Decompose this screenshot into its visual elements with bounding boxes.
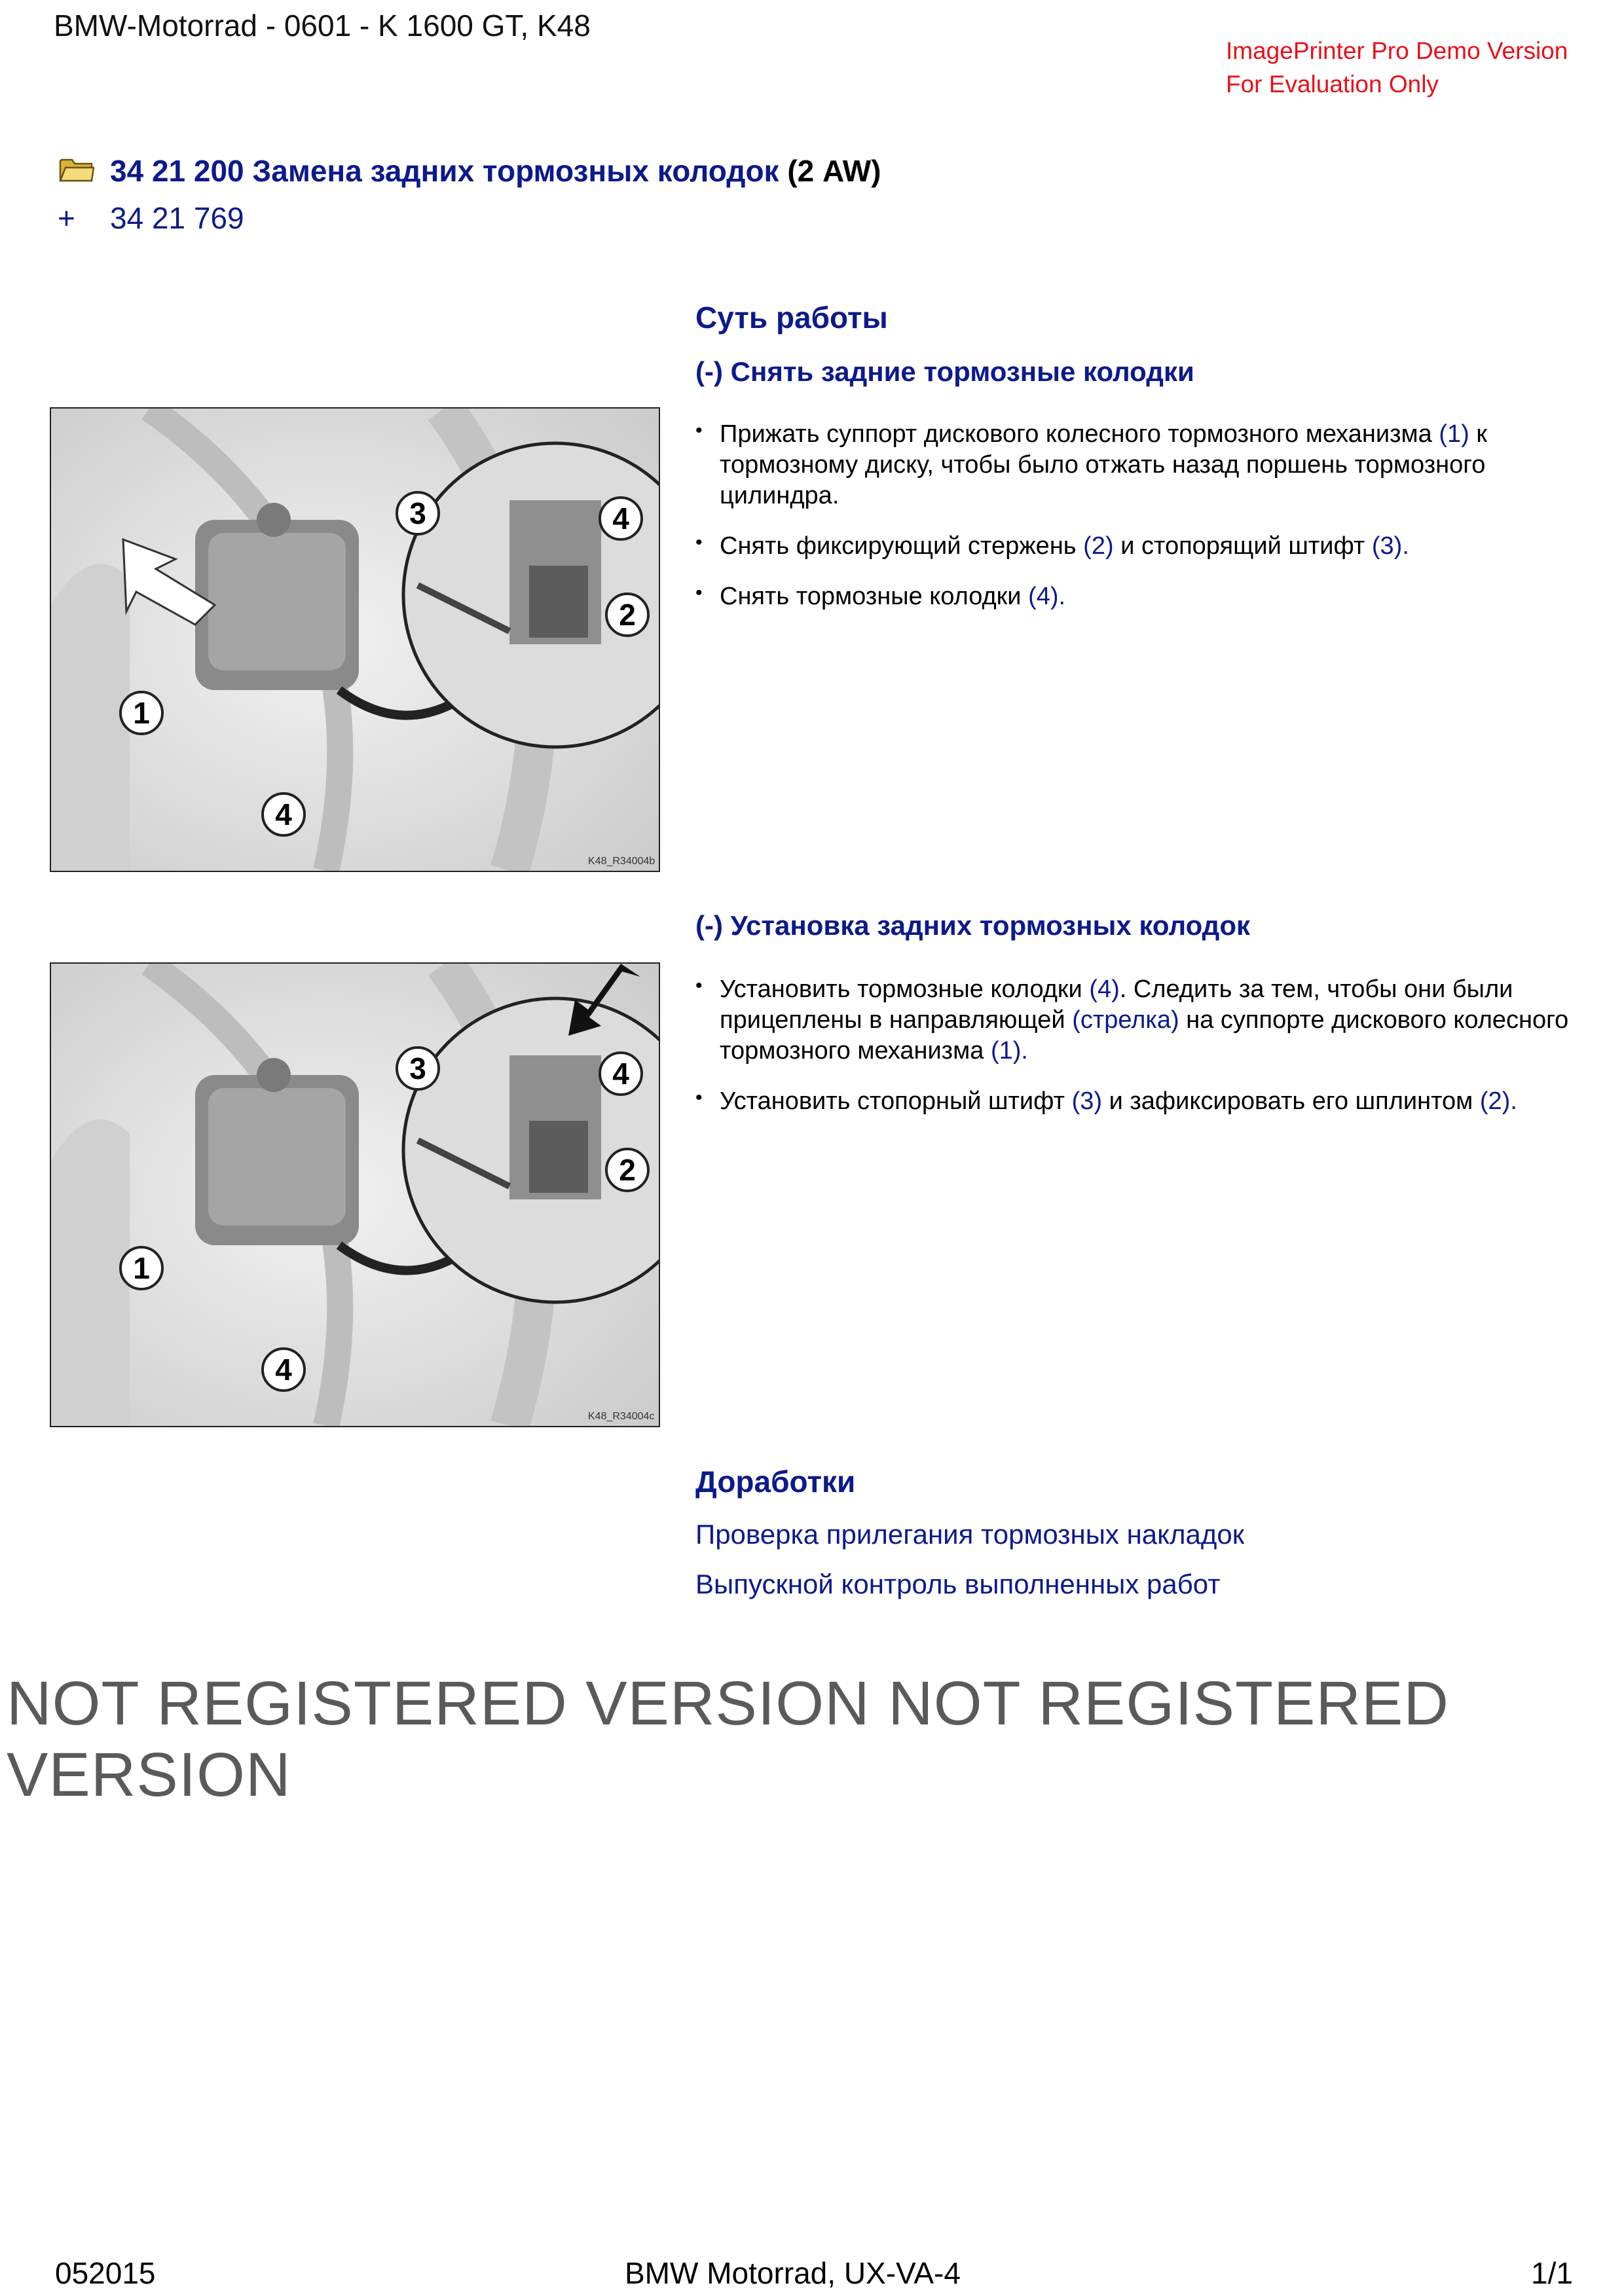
demo-notice bbox=[1226, 34, 1568, 101]
brake-caliper-illustration bbox=[51, 409, 659, 871]
section-title-followup: Доработки bbox=[695, 1465, 856, 1499]
remove-step-3: • Снять тормозные колодки (4). bbox=[695, 581, 1593, 612]
operation-code-title[interactable]: 34 21 200 Замена задних тормозных колодок bbox=[110, 154, 779, 188]
remove-step-1: • Прижать суппорт дискового колесного тормозного механизма (1) к тормозному диску, чтобы было отжать назад поршень тормозного цилиндра. bbox=[695, 419, 1593, 511]
figure-install-pads bbox=[50, 962, 660, 1427]
followup-link-final-check[interactable]: Выпускной контроль выполненных работ bbox=[695, 1569, 1221, 1599]
remove-step-2: • Снять фиксирующий стержень (2) и стопорящий штифт (3). bbox=[695, 531, 1593, 562]
brake-caliper-illustration-install bbox=[51, 964, 659, 1426]
install-steps-list bbox=[695, 974, 1593, 1137]
followup-link-pad-contact[interactable]: Проверка прилегания тормозных накладок bbox=[695, 1519, 1245, 1550]
install-step-2: • Установить стопорный штифт (3) и зафиксировать его шплинтом (2). bbox=[695, 1086, 1593, 1117]
section-title-essence: Суть работы bbox=[695, 301, 888, 335]
related-operation-link[interactable]: 34 21 769 bbox=[110, 201, 244, 235]
callout-1-label: 1 bbox=[133, 1251, 150, 1285]
expand-plus-icon[interactable]: + bbox=[58, 201, 75, 235]
unregistered-watermark: NOT REGISTERED VERSION NOT REGISTERED VERSION bbox=[7, 1669, 1449, 1810]
footer-page-number: 1/1 bbox=[1531, 2256, 1573, 2290]
callout-3-label: 3 bbox=[409, 496, 426, 530]
document-header-title: BMW-Motorrad - 0601 - K 1600 GT, K48 bbox=[54, 9, 591, 43]
callout-2-label: 2 bbox=[619, 1153, 636, 1187]
demo-notice-line1: ImagePrinter Pro Demo Version bbox=[1226, 37, 1568, 64]
footer-source: BMW Motorrad, UX-VA-4 bbox=[625, 2256, 961, 2290]
demo-notice-line2: For Evaluation Only bbox=[1226, 71, 1439, 98]
callout-1-label: 1 bbox=[133, 696, 150, 730]
callout-4b-label: 4 bbox=[275, 797, 292, 831]
figure-code-label: K48_R34004c bbox=[588, 1411, 655, 1422]
operation-title[interactable] bbox=[110, 153, 881, 189]
subsection-title-remove: (-) Снять задние тормозные колодки bbox=[695, 356, 1194, 387]
callout-4a-label: 4 bbox=[612, 501, 629, 536]
remove-steps-list bbox=[695, 419, 1593, 632]
callout-3-label: 3 bbox=[409, 1051, 426, 1085]
subsection-title-install: (-) Установка задних тормозных колодок bbox=[695, 910, 1251, 941]
figure-code-label: K48_R34004b bbox=[588, 856, 655, 867]
folder-icon bbox=[59, 156, 94, 182]
figure-remove-pads bbox=[50, 407, 660, 872]
callout-2-label: 2 bbox=[619, 598, 636, 632]
install-step-1: • Установить тормозные колодки (4). Следить за тем, чтобы они были прицеплены в направляющей (стрелка) на суппорте дискового колесного тормозного механизма (1). bbox=[695, 974, 1593, 1066]
operation-aw: (2 AW) bbox=[787, 154, 881, 188]
callout-4a-label: 4 bbox=[612, 1057, 629, 1091]
footer-date: 052015 bbox=[55, 2256, 156, 2290]
callout-4b-label: 4 bbox=[275, 1353, 292, 1387]
